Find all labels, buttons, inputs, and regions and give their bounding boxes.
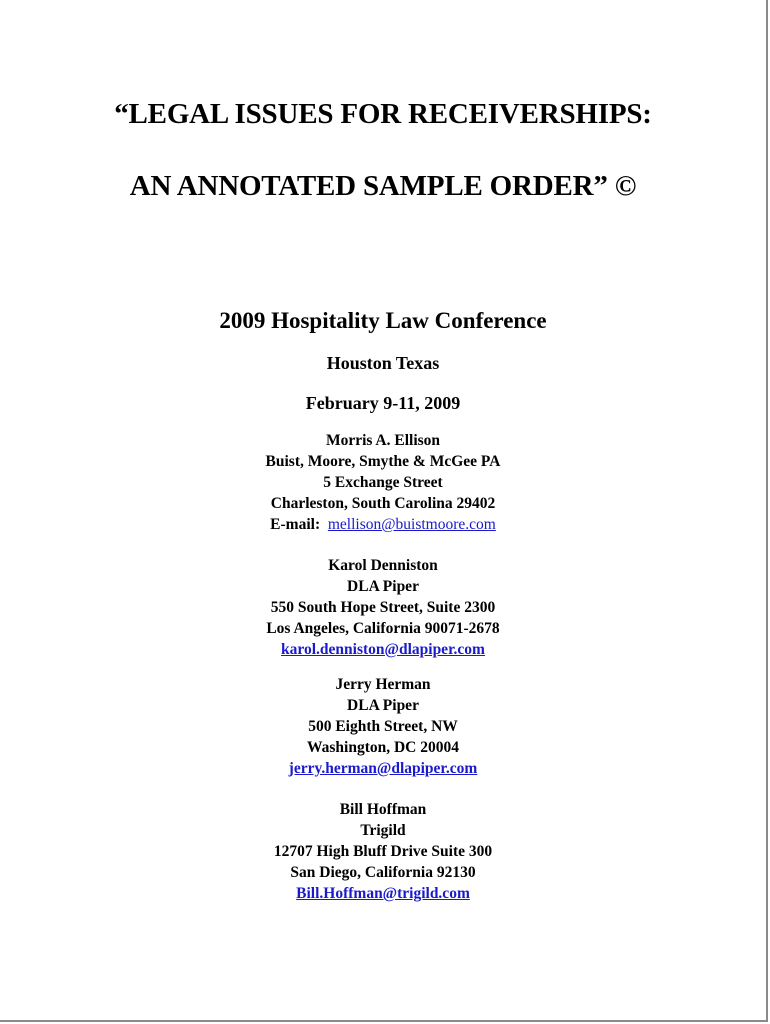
contact-block-ellison	[0, 430, 766, 535]
email-link-ellison[interactable]: mellison@buistmoore.com	[327, 516, 496, 533]
conference-dates: February 9-11, 2009	[305, 393, 461, 413]
contact-email-row	[0, 514, 766, 535]
contact-address-line-2: Los Angeles, California 90071-2678	[266, 620, 500, 637]
conference-name: 2009 Hospitality Law Conference	[219, 308, 547, 333]
contact-firm: Buist, Moore, Smythe & McGee PA	[265, 453, 501, 470]
email-link-hoffman[interactable]: Bill.Hoffman@trigild.com	[296, 885, 470, 902]
email-link-herman[interactable]: jerry.herman@dlapiper.com	[288, 760, 478, 777]
contact-name: Karol Denniston	[328, 557, 438, 574]
contact-email-row	[0, 883, 766, 904]
title-line-2: AN ANNOTATED SAMPLE ORDER” ©	[129, 170, 637, 202]
contact-firm: DLA Piper	[347, 697, 419, 714]
contact-name: Bill Hoffman	[339, 801, 427, 818]
contact-address-line-1: 550 South Hope Street, Suite 2300	[270, 599, 496, 616]
contact-name: Morris A. Ellison	[325, 432, 441, 449]
title-line-1: “LEGAL ISSUES FOR RECEIVERSHIPS:	[114, 98, 652, 130]
contact-email-row	[0, 758, 766, 779]
contact-address-line-2: Washington, DC 20004	[306, 739, 460, 756]
contact-block-hoffman	[0, 799, 766, 904]
contact-address-line-1: 5 Exchange Street	[323, 474, 443, 491]
conference-location: Houston Texas	[326, 353, 440, 373]
contact-firm: Trigild	[360, 822, 406, 839]
contact-email-row	[0, 639, 766, 660]
contact-address-line-1: 12707 High Bluff Drive Suite 300	[273, 843, 493, 860]
contact-address-line-2: Charleston, South Carolina 29402	[270, 495, 496, 512]
contact-block-denniston	[0, 555, 766, 660]
contact-address-line-2: San Diego, California 92130	[290, 864, 476, 881]
email-link-denniston[interactable]: karol.denniston@dlapiper.com	[281, 641, 485, 658]
contact-block-herman	[0, 674, 766, 779]
contact-name: Jerry Herman	[335, 676, 431, 693]
contact-address-line-1: 500 Eighth Street, NW	[308, 718, 458, 735]
contact-firm: DLA Piper	[347, 578, 419, 595]
email-label: E-mail:	[270, 516, 321, 533]
